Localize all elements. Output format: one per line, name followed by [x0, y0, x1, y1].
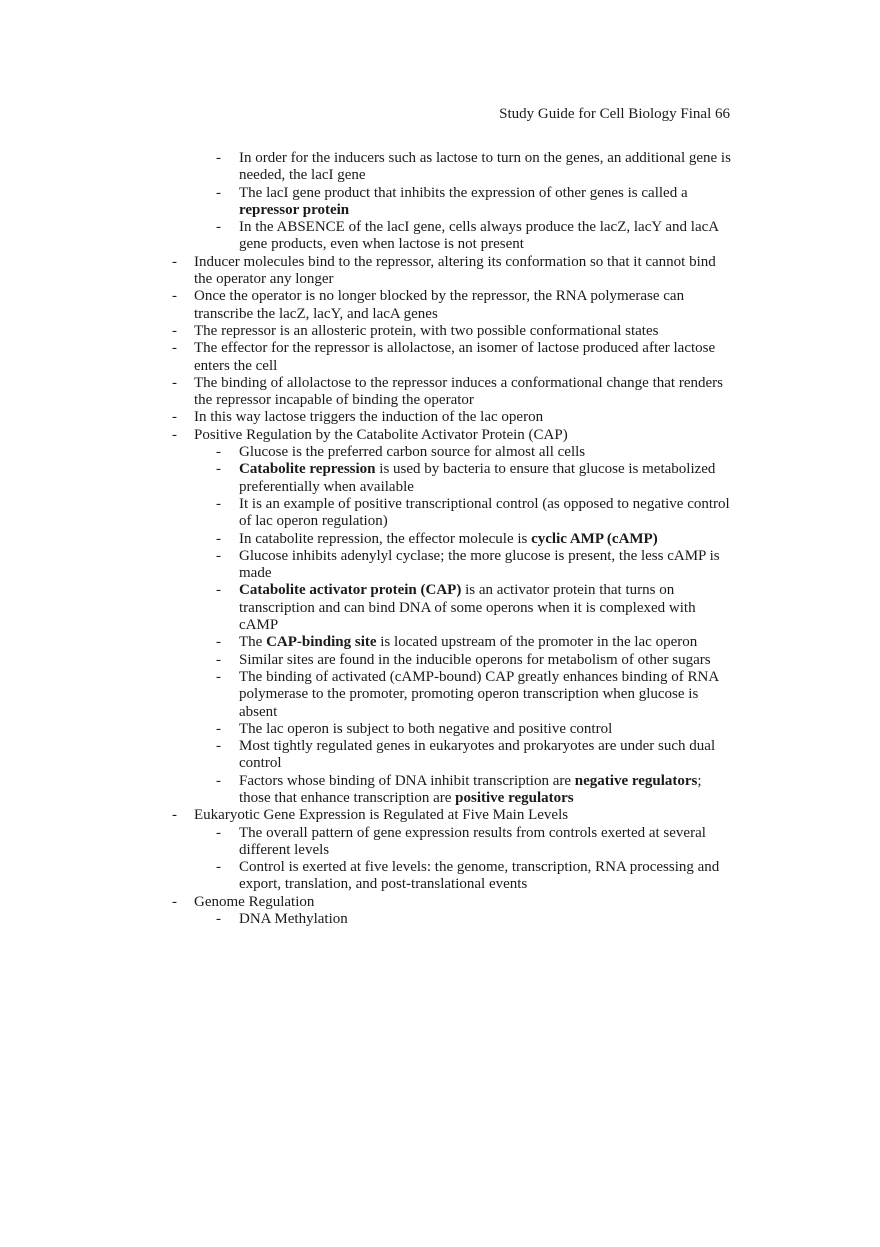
text-run: Inducer molecules bind to the repressor, altering its conformation so that it cannot bind the operator any longer	[194, 253, 716, 288]
bullet-dash: -	[216, 184, 221, 201]
bullet-dash: -	[172, 288, 177, 305]
text-run: is used by bacteria to ensure that glucose is metabolized preferentially when available	[239, 461, 716, 495]
list-item	[0, 427, 732, 444]
bold-term: cyclic AMP (cAMP)	[531, 530, 658, 547]
list-item	[0, 773, 732, 808]
list-item	[0, 254, 732, 289]
list-item	[0, 323, 732, 340]
list-item-text	[239, 669, 718, 720]
list-item-text	[239, 773, 702, 806]
list-item-text	[239, 219, 718, 252]
text-run: Factors whose binding of DNA inhibit transcription are	[239, 772, 575, 789]
page-header: Study Guide for Cell Biology Final 66	[499, 106, 730, 122]
bullet-dash: -	[172, 340, 177, 357]
bullet-dash: -	[216, 461, 221, 478]
bold-term: negative regulators	[574, 772, 698, 789]
bullet-dash: -	[216, 444, 221, 461]
list-item-text	[194, 254, 716, 287]
bullet-dash: -	[216, 911, 221, 928]
bullet-dash: -	[216, 772, 221, 789]
list-item-text	[194, 340, 715, 373]
text-run: Genome Regulation	[194, 893, 315, 910]
list-item-text	[194, 894, 314, 910]
bullet-dash: -	[172, 807, 177, 824]
list-item-text	[239, 582, 696, 633]
list-item-text	[239, 652, 711, 668]
list-item	[0, 288, 732, 323]
text-run: It is an example of positive transcriptional control (as opposed to negative control of lac operon regulation)	[239, 495, 730, 530]
list-item	[0, 807, 732, 824]
bullet-dash: -	[216, 824, 221, 841]
list-item	[0, 531, 732, 548]
list-item-text	[239, 825, 706, 858]
list-item-text	[239, 634, 697, 650]
list-item	[0, 894, 732, 911]
list-item	[0, 444, 732, 461]
bold-term: positive regulators	[455, 789, 574, 806]
bold-term: CAP-binding site	[266, 634, 377, 651]
text-run: The lac operon is subject to both negative and positive control	[239, 720, 613, 737]
bullet-dash: -	[216, 651, 221, 668]
list-item	[0, 582, 732, 634]
list-item	[0, 652, 732, 669]
list-item	[0, 634, 732, 651]
text-run: The overall pattern of gene expression results from controls exerted at several different levels	[239, 824, 706, 858]
bullet-dash: -	[216, 720, 221, 737]
bullet-dash: -	[172, 374, 177, 391]
text-run: The binding of activated (cAMP-bound) CAP greatly enhances binding of RNA polymerase to the promoter, promoting operon transcription when glucose is absent	[239, 668, 719, 720]
notes-list	[0, 150, 880, 928]
list-item	[0, 911, 732, 928]
list-item-text	[239, 444, 585, 460]
bullet-dash: -	[172, 409, 177, 426]
text-run: In catabolite repression, the effector molecule is	[239, 530, 532, 547]
list-item-text	[239, 531, 658, 547]
list-item-text	[239, 548, 720, 581]
text-run: The effector for the repressor is allolactose, an isomer of lactose produced after lactose enters the cell	[194, 340, 716, 374]
text-run: Positive Regulation by the Catabolite Activator Protein (CAP)	[194, 426, 568, 443]
text-run: Most tightly regulated genes in eukaryotes and prokaryotes are under such dual control	[239, 738, 716, 772]
text-run: Control is exerted at five levels: the genome, transcription, RNA processing and export, translation, and post-translational events	[239, 859, 720, 893]
list-item	[0, 669, 732, 721]
text-run: In this way lactose triggers the induction of the lac operon	[194, 409, 544, 426]
list-item	[0, 219, 732, 254]
list-item-text	[239, 738, 715, 771]
list-item	[0, 738, 732, 773]
text-run: Eukaryotic Gene Expression is Regulated at Five Main Levels	[194, 807, 569, 824]
bullet-dash: -	[172, 426, 177, 443]
text-run: Similar sites are found in the inducible operons for metabolism of other sugars	[239, 651, 711, 668]
list-item	[0, 496, 732, 531]
text-run: The lacI gene product that inhibits the expression of other genes is called a	[239, 184, 688, 201]
list-item	[0, 548, 732, 583]
text-run: The binding of allolactose to the repressor induces a conformational change that renders the repressor incapable of binding the operator	[194, 374, 723, 409]
bullet-dash: -	[216, 547, 221, 564]
text-run: The	[239, 634, 267, 651]
bullet-dash: -	[216, 530, 221, 547]
list-item	[0, 185, 732, 220]
list-item	[0, 150, 732, 185]
list-item	[0, 721, 732, 738]
list-item-text	[239, 461, 715, 494]
bullet-dash: -	[216, 738, 221, 755]
text-run: DNA Methylation	[239, 911, 348, 928]
list-item-text	[194, 409, 543, 425]
text-run: Glucose inhibits adenylyl cyclase; the more glucose is present, the less cAMP is made	[239, 547, 720, 582]
text-run: In order for the inducers such as lactose to turn on the genes, an additional gene is needed, the lacI gene	[239, 150, 731, 184]
text-run: In the ABSENCE of the lacI gene, cells always produce the lacZ, lacY and lacA gene products, even when lactose is not present	[239, 219, 719, 253]
list-item	[0, 859, 732, 894]
text-run: ; those that enhance transcription are	[239, 772, 702, 806]
bullet-dash: -	[216, 859, 221, 876]
text-run: The repressor is an allosteric protein, with two possible conformational states	[194, 322, 659, 339]
bullet-dash: -	[216, 495, 221, 512]
list-item-text	[194, 807, 568, 823]
bold-term: Catabolite activator protein (CAP)	[239, 582, 462, 599]
list-item	[0, 409, 732, 426]
list-item-text	[239, 150, 731, 183]
bullet-dash: -	[216, 150, 221, 166]
bullet-dash: -	[216, 634, 221, 651]
list-item	[0, 375, 732, 410]
bullet-dash: -	[216, 219, 221, 236]
list-item-text	[239, 859, 719, 892]
list-item-text	[194, 375, 723, 408]
bullet-dash: -	[172, 322, 177, 339]
bold-term: repressor protein	[239, 201, 350, 218]
list-item-text	[194, 323, 658, 339]
text-run: Once the operator is no longer blocked by the repressor, the RNA polymerase can transcribe the lacZ, lacY, and lacA genes	[194, 288, 685, 322]
text-run: is located upstream of the promoter in the lac operon	[376, 634, 698, 651]
list-item-text	[194, 288, 684, 321]
list-item-text	[239, 911, 348, 927]
bullet-dash: -	[172, 893, 177, 910]
list-item-text	[194, 427, 568, 443]
list-item	[0, 825, 732, 860]
list-item	[0, 340, 732, 375]
bullet-dash: -	[216, 668, 221, 685]
text-run: is an activator protein that turns on transcription and can bind DNA of some operons when it is complexed with cAMP	[239, 582, 696, 634]
bullet-dash: -	[216, 582, 221, 599]
bullet-dash: -	[172, 253, 177, 270]
text-run: Glucose is the preferred carbon source for almost all cells	[239, 444, 586, 461]
list-item-text	[239, 185, 688, 218]
list-item	[0, 461, 732, 496]
bold-term: Catabolite repression	[239, 461, 376, 478]
list-item-text	[239, 721, 612, 737]
list-item-text	[239, 496, 730, 529]
